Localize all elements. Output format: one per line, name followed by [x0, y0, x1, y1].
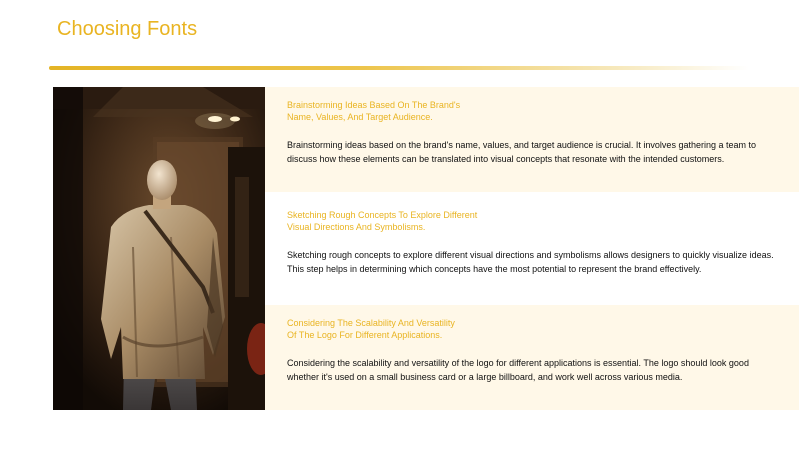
title-divider	[49, 66, 749, 70]
section-scalability	[265, 305, 799, 410]
mannequin-photo	[53, 87, 265, 410]
section-heading: Considering The Scalability And Versatility Of The Logo For Different Applications.	[287, 318, 455, 340]
section-heading: Brainstorming Ideas Based On The Brand's Name, Values, And Target Audience.	[287, 100, 461, 122]
slide-title: Choosing Fonts	[57, 18, 198, 40]
section-body: Brainstorming ideas based on the brand's name, values, and target audience is crucial. It involves gathering a team to discuss how these elements can be translated into visual concepts that resonate with the intended customers.	[287, 140, 756, 164]
section-body: Sketching rough concepts to explore different visual directions and symbolisms allows designers to quickly visualize ideas. This step helps in determining which concepts have the most potential to represent the brand effectively.	[287, 250, 774, 274]
section-body: Considering the scalability and versatility of the logo for different applications is essential. The logo should look good whether it's used on a small business card or a large billboard, and work well across various media.	[287, 358, 749, 382]
section-heading: Sketching Rough Concepts To Explore Different Visual Directions And Symbolisms.	[287, 210, 478, 232]
section-brainstorming	[265, 87, 799, 192]
section-sketching	[265, 192, 799, 305]
